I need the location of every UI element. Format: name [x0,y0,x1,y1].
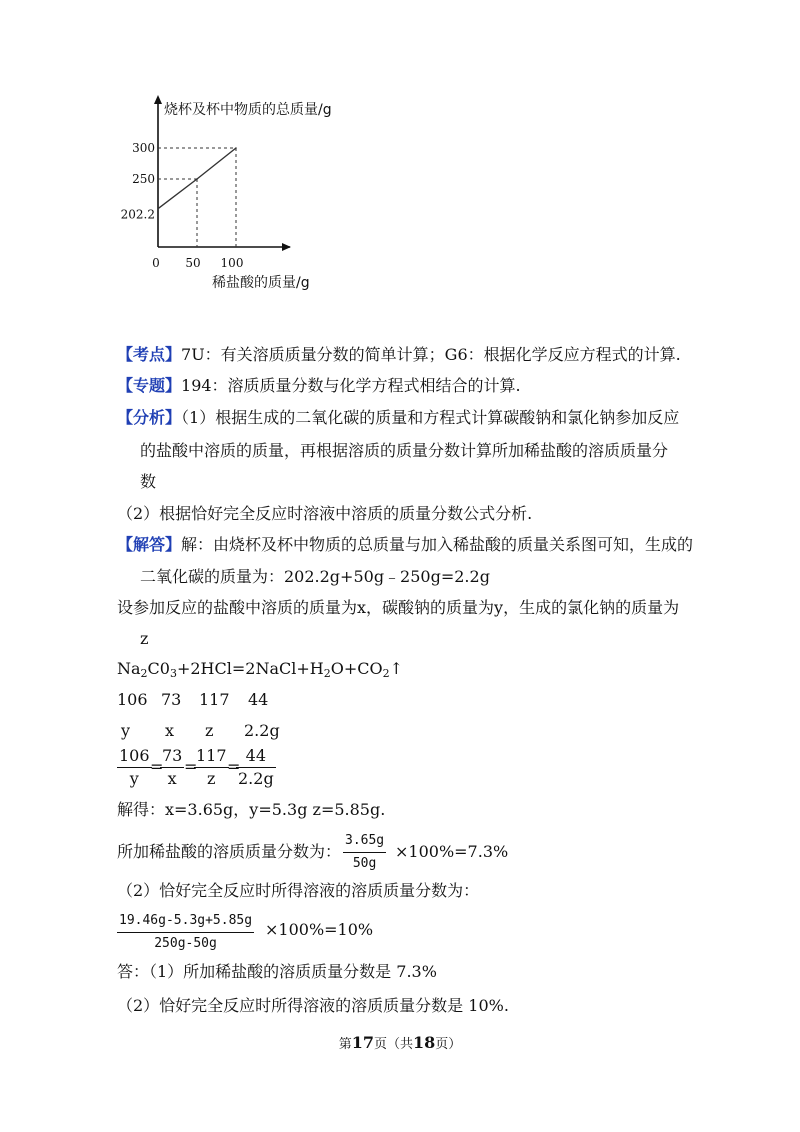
equals-sign: = [184,757,198,776]
percent-2-suffix: ×100%=10% [265,920,374,939]
ratio-numerator: 73 [160,745,184,768]
mass-value: 44 [248,690,269,709]
x-axis-arrow [282,243,291,251]
percent-2-numerator: 19.46g-5.3g+5.85g [117,910,254,933]
mass-chart [120,90,350,300]
ratio-numerator: 106 [117,745,152,768]
ratio-denominator: z [207,769,216,788]
mass-value: 117 [199,690,230,709]
chemical-equation [117,658,403,685]
ratio-denominator: x [167,769,177,788]
answer-line-1: 答：（1）所加稀盐酸的溶质质量分数是 7.3% [117,962,437,981]
data-point [157,208,159,210]
answer-line-2: （2）恰好完全反应时所得溶液的溶质质量分数是 10%. [117,996,509,1015]
mass-value: 73 [161,690,182,709]
x-origin-label: 0 [152,256,160,270]
percent-2-denominator: 250g-50g [154,936,217,951]
percent-1-suffix: ×100%=7.3% [395,842,509,861]
mass-value: 106 [117,690,148,709]
footer-total-pages: 18 [413,1033,436,1052]
eq-sub: 2 [140,667,148,680]
jieda-line-1 [117,534,693,556]
part2-line: （2）恰好完全反应时所得溶液的溶质质量分数为： [117,881,480,900]
ratio-fraction [194,745,229,790]
variable: x [165,721,175,740]
ratio-fraction [236,745,276,790]
y-tick-label: 300 [132,141,155,155]
jieda-line-2: 二氧化碳的质量为：202.2g+50g﹣250g=2.2g [140,567,490,586]
eq-part: Na [117,659,141,678]
kaodian-line [117,344,681,366]
fenxi-line-3: 数 [140,472,157,491]
ratio-numerator: 44 [236,745,276,768]
fenxi-line-1 [117,407,679,429]
variable: 2.2g [244,721,280,740]
eq-sub: 3 [169,667,177,680]
x-tick-label: 100 [220,256,244,270]
ratio-equation [117,745,287,791]
ratio-fraction [160,745,184,790]
data-point [235,147,237,149]
percent-2-fraction [117,910,254,955]
ratio-denominator: 2.2g [238,769,274,788]
percent-1-denominator: 50g [352,856,377,871]
kaodian-text: 7U：有关溶质质量分数的简单计算；G6：根据化学反应方程式的计算. [181,345,681,364]
variable: y [121,721,131,740]
gas-arrow: ↑ [389,659,404,678]
variable-row [117,720,317,742]
footer-text: 第 [338,1037,352,1052]
footer-text: 页（共 [373,1037,413,1052]
percent-2-line [117,910,477,954]
y-axis-arrow [154,95,162,104]
y-tick-label: 202.2 [120,207,155,222]
jieda-line-3: 设参加反应的盐酸中溶质的质量为x，碳酸钠的质量为y，生成的氯化钠的质量为 [117,598,680,617]
y-axis-label: 烧杯及杯中物质的总质量/g [164,102,332,118]
percent-1-line [117,830,537,874]
data-point [196,178,198,180]
molar-mass-row [117,689,317,711]
kaodian-tag: 【考点】 [117,345,182,364]
page-footer [0,1033,800,1052]
jieda-line-4: z [140,629,149,648]
eq-part: O+CO [330,659,383,678]
fenxi-line-4: （2）根据恰好完全反应时溶液中溶质的质量分数公式分析. [117,504,533,523]
x-axis-label: 稀盐酸的质量/g [212,275,310,291]
zhuanti-tag: 【专题】 [117,376,182,395]
eq-part: +2HCl=2NaCl+H [176,659,324,678]
ratio-numerator: 117 [194,745,229,768]
footer-page-number: 17 [351,1033,374,1052]
jieda-text-1: 解：由烧杯及杯中物质的总质量与加入稀盐酸的质量关系图可知，生成的 [181,535,694,554]
percent-1-prefix: 所加稀盐酸的溶质质量分数为： [117,842,342,861]
jieda-tag: 【解答】 [117,535,182,554]
percent-1-fraction [343,830,386,875]
fenxi-tag: 【分析】 [117,408,182,427]
ratio-denominator: y [129,769,139,788]
equals-sign: = [150,757,164,776]
variable: z [205,721,214,740]
percent-1-numerator: 3.65g [343,830,386,853]
eq-sub: 2 [323,667,331,680]
ratio-fraction [117,745,152,790]
zhuanti-line [117,375,521,397]
x-tick-label: 50 [185,256,201,270]
solve-line: 解得：x=3.65g，y=5.3g z=5.85g. [117,800,386,819]
eq-part: C0 [147,659,170,678]
footer-text: 页） [435,1037,462,1052]
eq-sub: 2 [382,667,390,680]
equals-sign: = [227,757,241,776]
fenxi-line-2: 的盐酸中溶质的质量，再根据溶质的质量分数计算所加稀盐酸的溶质质量分 [140,441,669,460]
y-tick-label: 250 [132,172,155,186]
fenxi-text-1: （1）根据生成的二氧化碳的质量和方程式计算碳酸钠和氯化钠参加反应 [181,408,680,427]
zhuanti-text: 194：溶质质量分数与化学方程式相结合的计算. [181,376,521,395]
